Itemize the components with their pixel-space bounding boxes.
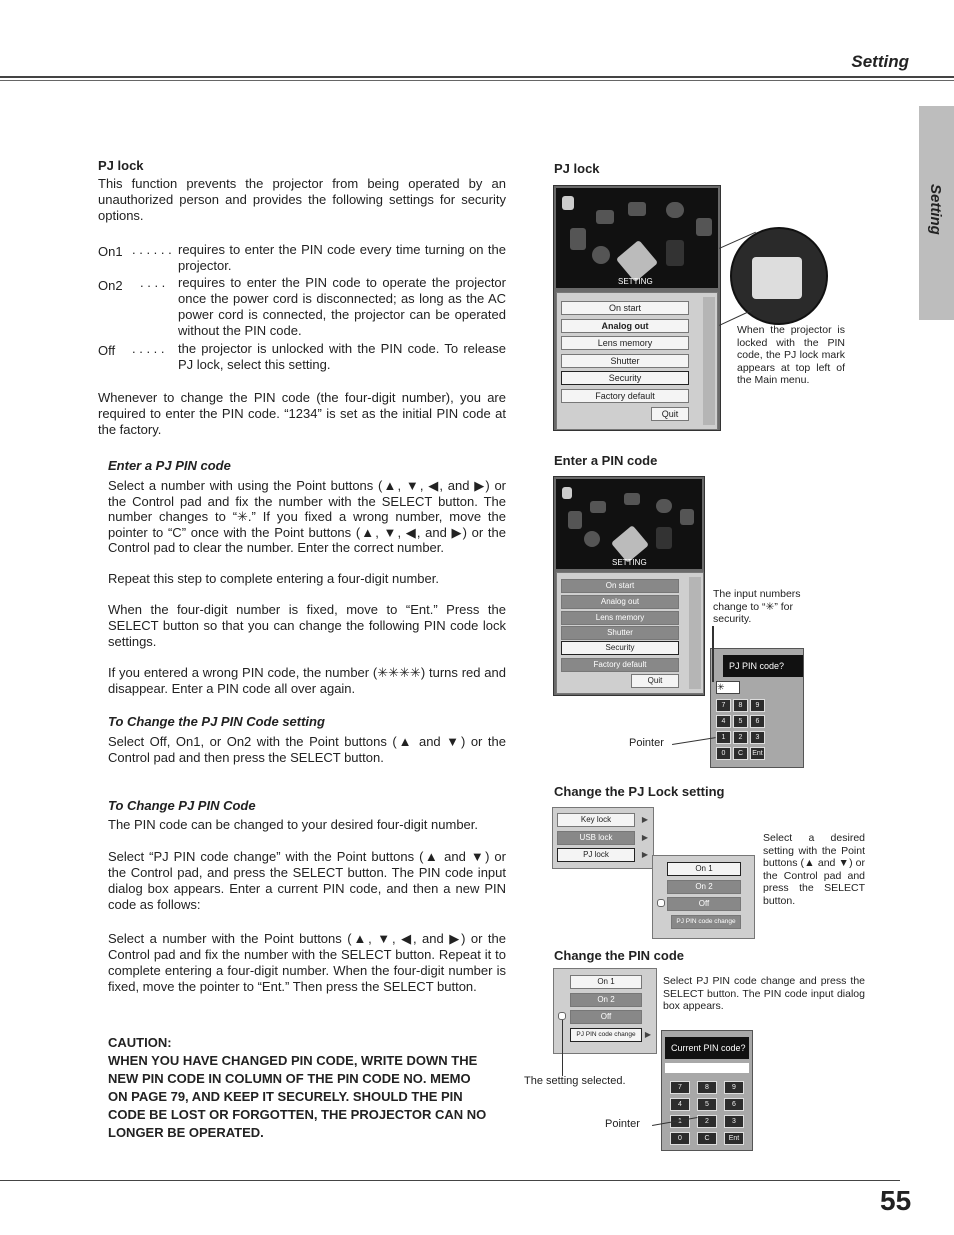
sound-icon: [584, 531, 600, 547]
pj-lock-icon: [752, 257, 802, 299]
footer-rule: [0, 1180, 900, 1181]
fig4-selected-label: The setting selected.: [524, 1075, 626, 1087]
menu-item[interactable]: Analog out: [561, 319, 689, 333]
keypad-key[interactable]: 7: [670, 1081, 690, 1094]
menu-item[interactable]: Lens memory: [561, 336, 689, 350]
pin-entry-field[interactable]: ✳: [716, 681, 740, 694]
keypad-key[interactable]: 6: [724, 1098, 744, 1111]
option-dots: . . . . . .: [132, 242, 172, 257]
enter-pin-heading: Enter a PJ PIN code: [108, 458, 231, 473]
change-code-text-1: The PIN code can be changed to your desired four-digit number.: [108, 817, 478, 832]
image-icon: [570, 228, 586, 250]
keypad-key[interactable]: 9: [750, 699, 765, 712]
keypad-key[interactable]: 1: [716, 731, 731, 744]
scrollbar[interactable]: [703, 297, 715, 425]
tools-icon: [680, 509, 694, 525]
arrow-right-icon: ▶: [641, 850, 648, 859]
lock-icon: [562, 487, 572, 499]
scrollbar[interactable]: [689, 577, 701, 689]
setting-wrench-icon: [616, 240, 658, 282]
main-menu-screenshot: [553, 185, 721, 431]
menu-item[interactable]: Factory default: [561, 389, 689, 403]
keypad-key[interactable]: 2: [733, 731, 748, 744]
computer-icon: [624, 493, 640, 505]
image-icon: [568, 511, 582, 529]
change-setting-text: Select Off, On1, or On2 with the Point buttons (▲ and ▼) or the Control pad and then press the SELECT button.: [108, 734, 506, 765]
menu-icon-bar: [556, 479, 702, 569]
menu-item[interactable]: Shutter: [561, 354, 689, 368]
arrow-right-icon: ▶: [641, 815, 648, 824]
sound-icon: [592, 246, 610, 264]
info-icon: [656, 527, 672, 549]
keypad-key[interactable]: C: [697, 1132, 717, 1145]
color-icon: [656, 499, 672, 513]
setting-label: SETTING: [618, 277, 653, 286]
pin-change-note: Whenever to change the PIN code (the four-digit number), you are required to enter the PIN code. “1234” is set as the initial PIN code at the factory.: [98, 390, 506, 437]
menu-item-selected[interactable]: Security: [561, 641, 679, 655]
menu-item[interactable]: Key lock: [557, 813, 635, 827]
fig3-title: Change the PJ Lock setting: [554, 784, 725, 799]
menu-item-selected[interactable]: PJ lock: [557, 848, 635, 862]
fig1-title: PJ lock: [554, 161, 600, 176]
keypad-key[interactable]: 4: [670, 1098, 690, 1111]
arrow-right-icon: ▶: [644, 1030, 651, 1039]
quit-button[interactable]: Quit: [631, 674, 679, 688]
menu-item[interactable]: Factory default: [561, 658, 679, 672]
pin-change-menu: [553, 968, 657, 1054]
menu-item[interactable]: Analog out: [561, 595, 679, 609]
info-icon: [666, 240, 684, 266]
pj-lock-intro: This function prevents the projector from being operated by an unauthorized person and provides the following settings for security options.: [98, 176, 506, 223]
page-number: 55: [880, 1185, 912, 1216]
keypad-key[interactable]: 8: [733, 699, 748, 712]
keypad-key[interactable]: 8: [697, 1081, 717, 1094]
caution-title: CAUTION:: [108, 1035, 172, 1050]
lock-zoom-circle: [730, 227, 828, 325]
enter-pin-repeat: Repeat this step to complete entering a four-digit number.: [108, 571, 439, 586]
callout-line: [562, 1020, 563, 1076]
section-header: Setting: [851, 52, 909, 71]
keypad-key[interactable]: Ent: [724, 1132, 744, 1145]
keypad-key[interactable]: 1: [670, 1115, 690, 1128]
enter-pin-wrong: If you entered a wrong PIN code, the number (✳✳✳✳) turns red and disappear. Enter a PIN code all over again.: [108, 665, 506, 696]
pin-dialog: [710, 648, 804, 768]
pj-lock-options: [652, 855, 755, 939]
option-item[interactable]: On 1: [570, 975, 642, 989]
keypad-key[interactable]: 3: [750, 731, 765, 744]
menu-item[interactable]: On start: [561, 579, 679, 593]
option-desc: requires to enter the PIN code to operate the projector once the power cord is disconnected; as long as the AC power cord is connected, the projector can be operated without the PIN code.: [178, 275, 506, 338]
keypad-key[interactable]: 6: [750, 715, 765, 728]
keypad-key[interactable]: 7: [716, 699, 731, 712]
enter-pin-text: Select a number with using the Point buttons (▲, ▼, ◀, and ▶) or the Control pad and fix the number with the SELECT button. The number changes to “✳.” If you fixed a wrong number, move the pointer to “C” once with the Point buttons (▲, ▼, ◀, and ▶) or the Control pad to clear the number. Enter the correct number.: [108, 478, 506, 555]
change-setting-heading: To Change the PJ PIN Code setting: [108, 714, 325, 729]
color-icon: [666, 202, 684, 218]
header-rule: [0, 76, 954, 78]
enter-pin-fixed: When the four-digit number is fixed, move to “Ent.” Press the SELECT button so that you can change the following PIN code lock settings.: [108, 602, 506, 649]
header-rule-thin: [0, 80, 954, 81]
fig4-title: Change the PIN code: [554, 948, 685, 963]
option-desc: requires to enter the PIN code every time turning on the projector.: [178, 242, 506, 273]
current-pin-dialog: [661, 1030, 753, 1151]
callout-line: [712, 626, 714, 682]
computer-icon: [628, 202, 646, 216]
section-tab-label: Setting: [927, 184, 944, 235]
keypad-key[interactable]: 4: [716, 715, 731, 728]
keypad-key[interactable]: 9: [724, 1081, 744, 1094]
setting-menu: [556, 292, 718, 430]
tools-icon: [696, 218, 712, 236]
display-icon: [590, 501, 606, 513]
setting-menu: [556, 572, 704, 694]
fig4-caption: Select PJ PIN code change and press the SELECT button. The PIN code input dialog box appears.: [663, 975, 865, 1012]
menu-item[interactable]: Shutter: [561, 626, 679, 640]
menu-item-selected[interactable]: Security: [561, 371, 689, 385]
fig1-caption: When the projector is locked with the PIN code, the PJ lock mark appears at top left of the Main menu.: [737, 324, 845, 386]
lock-icon: [562, 196, 574, 210]
keypad-key[interactable]: 0: [716, 747, 731, 760]
pin-dialog-title: PJ PIN code?: [723, 655, 803, 677]
fig4-pointer-label: Pointer: [605, 1118, 640, 1130]
fig3-caption: Select a desired setting with the Point buttons (▲ and ▼) or the Control pad and press the SELECT button.: [763, 832, 865, 907]
option-name: On1: [98, 244, 123, 259]
quit-button[interactable]: Quit: [651, 407, 689, 421]
arrow-right-icon: ▶: [641, 833, 648, 842]
enter-pin-menu-screenshot: [553, 476, 705, 696]
keypad-key[interactable]: 2: [697, 1115, 717, 1128]
keypad-key[interactable]: C: [733, 747, 748, 760]
section-tab: [919, 106, 954, 320]
display-icon: [596, 210, 614, 224]
option-dots: . . . . .: [132, 341, 165, 356]
keypad-key[interactable]: 3: [724, 1115, 744, 1128]
caution-text: WHEN YOU HAVE CHANGED PIN CODE, WRITE DOWN THE NEW PIN CODE IN COLUMN OF THE PIN CODE NO. MEMO ON PAGE 79, AND KEEP IT SECURELY. SHOULD THE PIN CODE BE LOST OR FORGOTTEN, THE PROJECTOR CAN NO LONGER BE OPERATED.: [108, 1053, 487, 1140]
change-code-heading: To Change PJ PIN Code: [108, 798, 256, 813]
selected-dot-icon: [558, 1012, 566, 1020]
menu-icon-bar: [556, 188, 718, 288]
keypad-key[interactable]: Ent: [750, 747, 765, 760]
current-pin-dialog-title: Current PIN code?: [665, 1037, 749, 1059]
option-item[interactable]: PJ PIN code change: [671, 915, 741, 929]
pin-entry-field[interactable]: [665, 1063, 749, 1073]
option-item[interactable]: On 1: [667, 862, 741, 876]
option-item-selected[interactable]: PJ PIN code change: [570, 1028, 642, 1042]
option-item[interactable]: Off: [667, 897, 741, 911]
keypad-key[interactable]: 0: [670, 1132, 690, 1145]
option-name: On2: [98, 278, 123, 293]
fig2-title: Enter a PIN code: [554, 453, 658, 468]
selected-dot-icon: [657, 899, 665, 907]
menu-item[interactable]: Lens memory: [561, 611, 679, 625]
menu-item[interactable]: On start: [561, 301, 689, 315]
fig2-caption: The input numbers change to “✳” for security.: [713, 588, 801, 625]
menu-item[interactable]: USB lock: [557, 831, 635, 845]
option-dots: . . . .: [140, 275, 166, 290]
fig2-pointer-label: Pointer: [629, 737, 664, 749]
setting-label: SETTING: [612, 558, 647, 567]
change-code-text-2: Select “PJ PIN code change” with the Point buttons (▲ and ▼) or the Control pad, and press the SELECT button. The PIN code input dialog box appears. Enter a current PIN code, and then a new PIN code as follows:: [108, 849, 506, 912]
option-item[interactable]: On 2: [667, 880, 741, 894]
option-name: Off: [98, 343, 116, 358]
option-desc: the projector is unlocked with the PIN code. To release PJ lock, select this setting.: [178, 341, 506, 372]
option-item[interactable]: Off: [570, 1010, 642, 1024]
change-code-text-3: Select a number with the Point buttons (▲, ▼, ◀, and ▶) or the Control pad and fix the number with the SELECT button. Repeat it to complete entering a four-digit number. When the four-digit number is fixed, move the pointer to “Ent.” Then press the SELECT button.: [108, 931, 506, 994]
option-item[interactable]: On 2: [570, 993, 642, 1007]
keypad-key[interactable]: 5: [697, 1098, 717, 1111]
pj-lock-heading: PJ lock: [98, 158, 144, 173]
lock-menu: [552, 807, 654, 869]
keypad-key[interactable]: 5: [733, 715, 748, 728]
